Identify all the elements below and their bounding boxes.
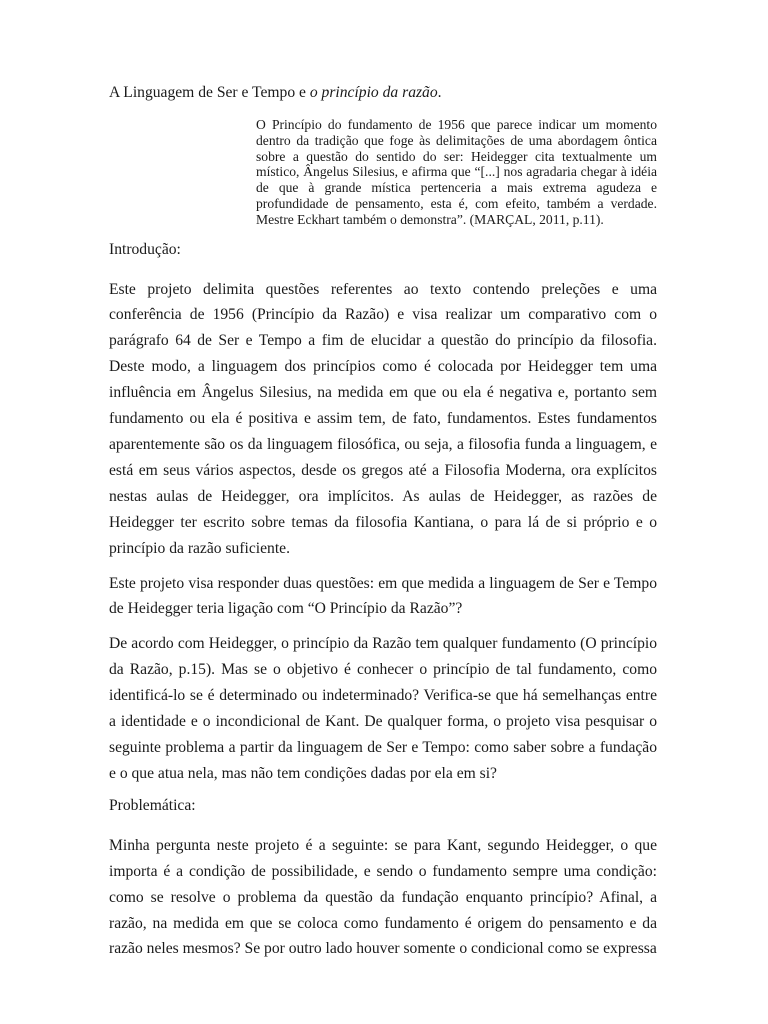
paragraph-1: Este projeto delimita questões referentes ao texto contendo preleções e uma conferência de 1956 (Princípio da Razão) e visa realizar um comparativo com o parágrafo 64 de Ser e Tempo a fim de elucidar a questão do princípio da filosofia. Deste modo, a linguagem dos princípios como é colocada por Heidegger tem uma influência em Ângelus Silesius, na medida em que ou ela é negativa e, portanto sem fundamento ou ela é positiva e assim tem, de fato, fundamentos. Estes fundamentos aparentemente são os da linguagem filosófica, ou seja, a filosofia funda a linguagem, e está em seus vários aspectos, desde os gregos até a Filosofia Moderna, ora explícitos nestas aulas de Heidegger, ora implícitos. As aulas de Heidegger, as razões de Heidegger ter escrito sobre temas da filosofia Kantiana, o para lá de si próprio e o princípio da razão suficiente. [109,280,657,557]
title-italic: o princípio da razão [309,84,438,101]
paragraph-2: Este projeto visa responder duas questões: em que medida a linguagem de Ser e Tempo de Heidegger teria ligação com “O Princípio da Razão”? [109,574,657,618]
document-title [109,83,657,103]
paragraph-4: Minha pergunta neste projeto é a seguinte: se para Kant, segundo Heidegger, o que importa é a condição de possibilidade, e sendo o fundamento sempre uma condição: como se resolve o problema da questão da fundação enquanto princípio? Afinal, a razão, na medida em que se coloca como fundamento é origem do pensamento e da razão neles mesmos? Se por outro lado houver somente o condicional como se expressa [109,836,657,958]
heading-problematica: Problemática: [109,796,196,814]
title-end: . [437,84,442,101]
title-plain: A Linguagem de Ser e Tempo e [109,84,310,101]
block-quote: O Princípio do fundamento de 1956 que parece indicar um momento dentro da tradição que foge às delimitações de uma abordagem ôntica sobre a questão do sentido do ser: Heidegger cita textualmente um místico, Ângelus Silesius, e afirma que “[...] nos agradaria chegar à idéia de que à grande mística pertenceria a mais extrema agudeza e profundidade de pensamento, esta é, com efeito, também a verdade. Mestre Eckhart também o demonstra”. (MARÇAL, 2011, p.11). [256,117,657,227]
heading-introduction: Introdução: [109,240,181,258]
paragraph-3: De acordo com Heidegger, o princípio da Razão tem qualquer fundamento (O princípio da Razão, p.15). Mas se o objetivo é conhecer o princípio de tal fundamento, como identificá-lo se é determinado ou indeterminado? Verifica-se que há semelhanças entre a identidade e o incondicional de Kant. De qualquer forma, o projeto visa pesquisar o seguinte problema a partir da linguagem de Ser e Tempo: como saber sobre a fundação e o que atua nela, mas não tem condições dadas por ela em si? [109,635,657,782]
